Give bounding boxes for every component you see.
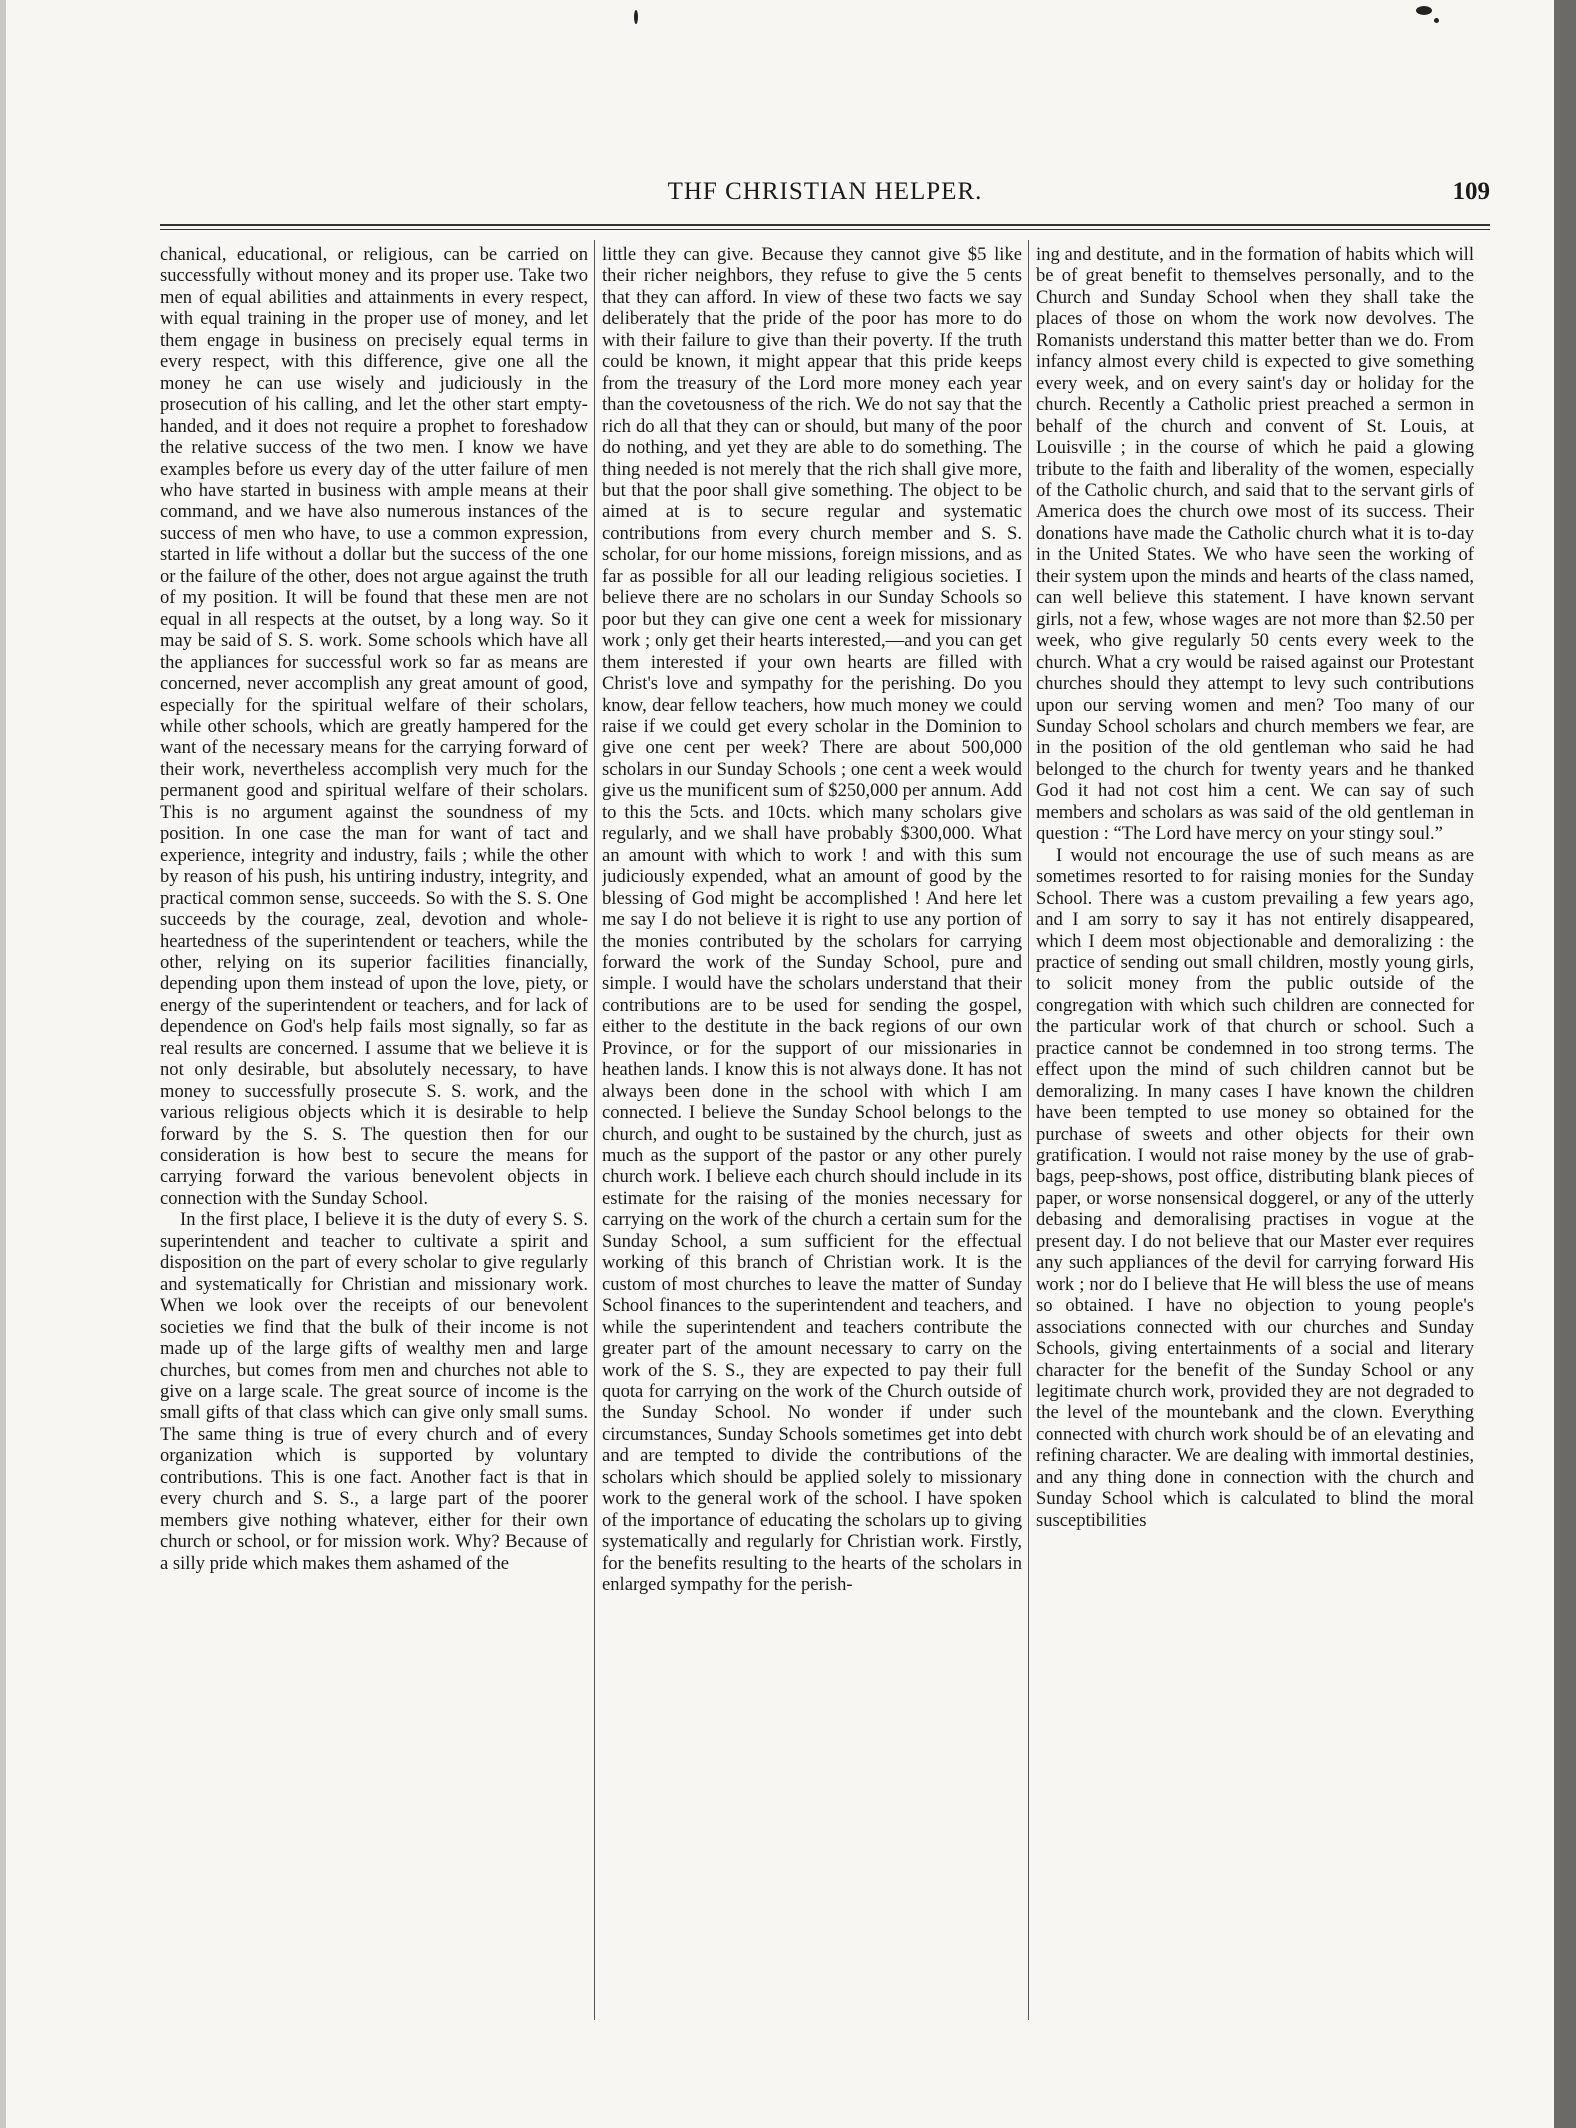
paragraph: ing and destitute, and in the formation of habits which will be of great benefit to themselves personally, and to the Church and Sunday School when they shall take the places of those on whom the work now devolves. The Romanists understand this matter better than we do. From infancy almost every child is expected to give something every week, and on every saint's day or holiday for the church. Recently a Catholic priest preached a sermon in behalf of the church and convent of St. Louis, at Louisville ; in the course of which he paid a glowing tribute to the faith and liberality of the women, especially of the Catholic church, and said that to the servant girls of America does the church owe most of its success. Their donations have made the Catholic church what it is to-day in the United States. We who have seen the working of their system upon the minds and hearts of the class named, can well believe this statement. I have known servant girls, not a few, whose wages are not more than $2.50 per week, who give regularly 50 cents every week to the church. What a cry would be raised against our Protestant churches should they attempt to levy such contributions upon our serving women and men? Too many of our Sunday School scholars and church members we fear, are in the position of the old gentleman who said he had belonged to the church for twenty years and he thanked God it had not cost him a cent. We can say of such members and scholars as was said of the old gentleman in question : “The Lord have mercy on your stingy soul.” [1036, 244, 1474, 845]
paragraph: I would not encourage the use of such means as are sometimes resorted to for raising monies for the Sunday School. There was a custom prevailing a few years ago, and I am sorry to say it has not entirely disappeared, which I deem most objectionable and demoralizing : the practice of sending out small children, mostly young girls, to solicit money from the public outside of the congregation with which such children are connected for the particular work of that church or school. Such a practice cannot be condemned in too strong terms. The effect upon the mind of such children cannot but be demoralizing. In many cases I have known the children have been tempted to use money so obtained for the purchase of sweets and other objects for their own gratification. I would not raise money by the use of grab-bags, peep-shows, post office, distributing blank pieces of paper, or worse nonsensical doggerel, or any of the utterly debasing and demoralising practises in vogue at the present day. I do not believe that our Master ever requires any such appliances of the devil for carrying forward His work ; nor do I believe that He will bless the use of means so obtained. I have no objection to young people's associations connected with our churches and Sunday Schools, giving entertainments of a social and literary character for the benefit of the Sunday School or any legitimate church work, provided they are not degraded to the level of the mountebank and the clown. Everything connected with church work should be of an elevating and refining character. We are dealing with immortal destinies, and any thing done in connection with the church and Sunday School which is calculated to blind the moral susceptibilities [1036, 844, 1474, 1531]
text-column-1 [160, 244, 588, 2014]
paragraph: little they can give. Because they cannot give $5 like their richer neighbors, they refuse to give the 5 cents that they can afford. In view of these two facts we say deliberately that the pride of the poor has more to do with their failure to give than their poverty. If the truth could be known, it might appear that this pride keeps from the treasury of the Lord more money each year than the covetousness of the rich. We do not say that the rich do all that they can or should, but many of the poor do nothing, and yet they are able to do something. The thing needed is not merely that the rich shall give more, but that the poor shall give something. The object to be aimed at is to secure regular and systematic contributions from every church member and S. S. scholar, for our home missions, foreign missions, and as far as possible for all our leading religious societies. I believe there are no scholars in our Sunday Schools so poor but they can give one cent a week for missionary work ; only get their hearts interested,—and you can get them interested if your own hearts are filled with Christ's love and sympathy for the perishing. Do you know, dear fellow teachers, how much money we could raise if we could get every scholar in the Dominion to give one cent per week? There are about 500,000 scholars in our Sunday Schools ; one cent a week would give us the munificent sum of $250,000 per annum. Add to this the 5cts. and 10cts. which many scholars give regularly, and we shall have probably $300,000. What an amount with which to work ! and with this sum judiciously expended, what an amount of good by the blessing of God might be accomplished ! And here let me say I do not believe it is right to use any portion of the monies contributed by the scholars for carrying forward the work of the Sunday School, pure and simple. I would have the scholars understand that their contributions are to be used for sending the gospel, either to the destitute in the back regions of our own Province, or for the support of our missionaries in heathen lands. I know this is not always done. It has not always been done in the school with which I am connected. I believe the Sunday School belongs to the church, and ought to be sustained by the church, just as much as the support of the pastor or any other purely church work. I believe each church should include in its estimate for the raising of the monies necessary for carrying on the work of the church a certain sum for the Sunday School, a sum sufficient for the effectual working of this branch of Christian work. It is the custom of most churches to leave the matter of Sunday School finances to the superintendent and teachers, and while the superintendent and teachers contribute the greater part of the amount necessary to carry on the work of the S. S., they are expected to pay their full quota for carrying on the work of the Church outside of the Sunday School. No wonder if under such circumstances, Sunday Schools sometimes get into debt and are tempted to divide the contributions of the scholars which should be applied solely to missionary work to the general work of the school. I have spoken of the importance of educating the scholars up to giving systematically and regularly for Christian work. Firstly, for the benefits resulting to the hearts of the scholars in enlarged sympathy for the perish- [602, 244, 1022, 1596]
paragraph: In the first place, I believe it is the duty of every S. S. superintendent and teacher to cultivate a spirit and disposition on the part of every scholar to give regularly and systematically for Christian and missionary work. When we look over the receipts of our benevolent societies we find that the bulk of their income is not made up of the large gifts of wealthy men and large churches, but comes from men and churches not able to give on a large scale. The great source of income is the small gifts of that class which can give only small sums. The same thing is true of every church and of every organization which is supported by voluntary contributions. This is one fact. Another fact is that in every church and S. S., a large part of the poorer members give nothing whatever, either for their own church or school, or for mission work. Why? Because of a silly pride which makes them ashamed of the [160, 1209, 588, 1574]
header-rule [160, 224, 1490, 226]
column-divider [1028, 240, 1029, 2020]
column-divider [594, 240, 595, 2020]
text-column-2 [602, 244, 1022, 2014]
header-rule-thin [160, 229, 1490, 230]
page-binding-edge [1554, 0, 1576, 2128]
print-speck [1416, 6, 1432, 15]
paragraph: chanical, educational, or religious, can be carried on successfully without money and its proper use. Take two men of equal abilities and attainments in every respect, with equal training in the proper use of money, and let them engage in business on precisely equal terms in every respect, with this difference, give one all the money he can use wisely and judiciously in the prosecution of his calling, and let the other start empty-handed, and it does not require a prophet to foreshadow the relative success of the two men. I know we have examples before us every day of the utter failure of men who have started in business with ample means at their command, and we have also numerous instances of the success of men who have, to use a common expression, started in life without a dollar but the success of the one or the failure of the other, does not argue against the truth of my position. It will be found that these men are not equal in all respects at the outset, by a long way. So it may be said of S. S. work. Some schools which have all the appliances for successful work so far as means are concerned, never accomplish any great amount of good, especially for the spiritual welfare of their scholars, while other schools, which are greatly hampered for the want of the necessary means for the carrying forward of their work, nevertheless accomplish very much for the permanent good and spiritual welfare of their scholars. This is no argument against the soundness of my position. In one case the man for want of tact and experience, integrity and industry, fails ; while the other by reason of his push, his untiring industry, integrity, and practical common sense, succeeds. So with the S. S. One succeeds by the courage, zeal, devotion and whole-heartedness of the superintendent or teachers, while the other, relying on its superior facilities financially, depending upon them instead of upon the love, piety, or energy of the superintendent or teachers, and for lack of dependence on God's help fails most signally, so far as real results are concerned. I assume that we believe it is not only desirable, but absolutely necessary, to have money to successfully prosecute S. S. work, and the various religious objects which it is desirable to help forward by the S. S. The question then for our consideration is how best to secure the means for carrying forward the various benevolent objects in connection with the Sunday School. [160, 244, 588, 1209]
page-number: 109 [1452, 178, 1490, 205]
print-speck [634, 10, 638, 24]
running-header [160, 178, 1490, 218]
print-speck [1434, 18, 1439, 23]
text-column-3 [1036, 244, 1474, 2014]
running-title: THF CHRISTIAN HELPER. [667, 178, 983, 205]
